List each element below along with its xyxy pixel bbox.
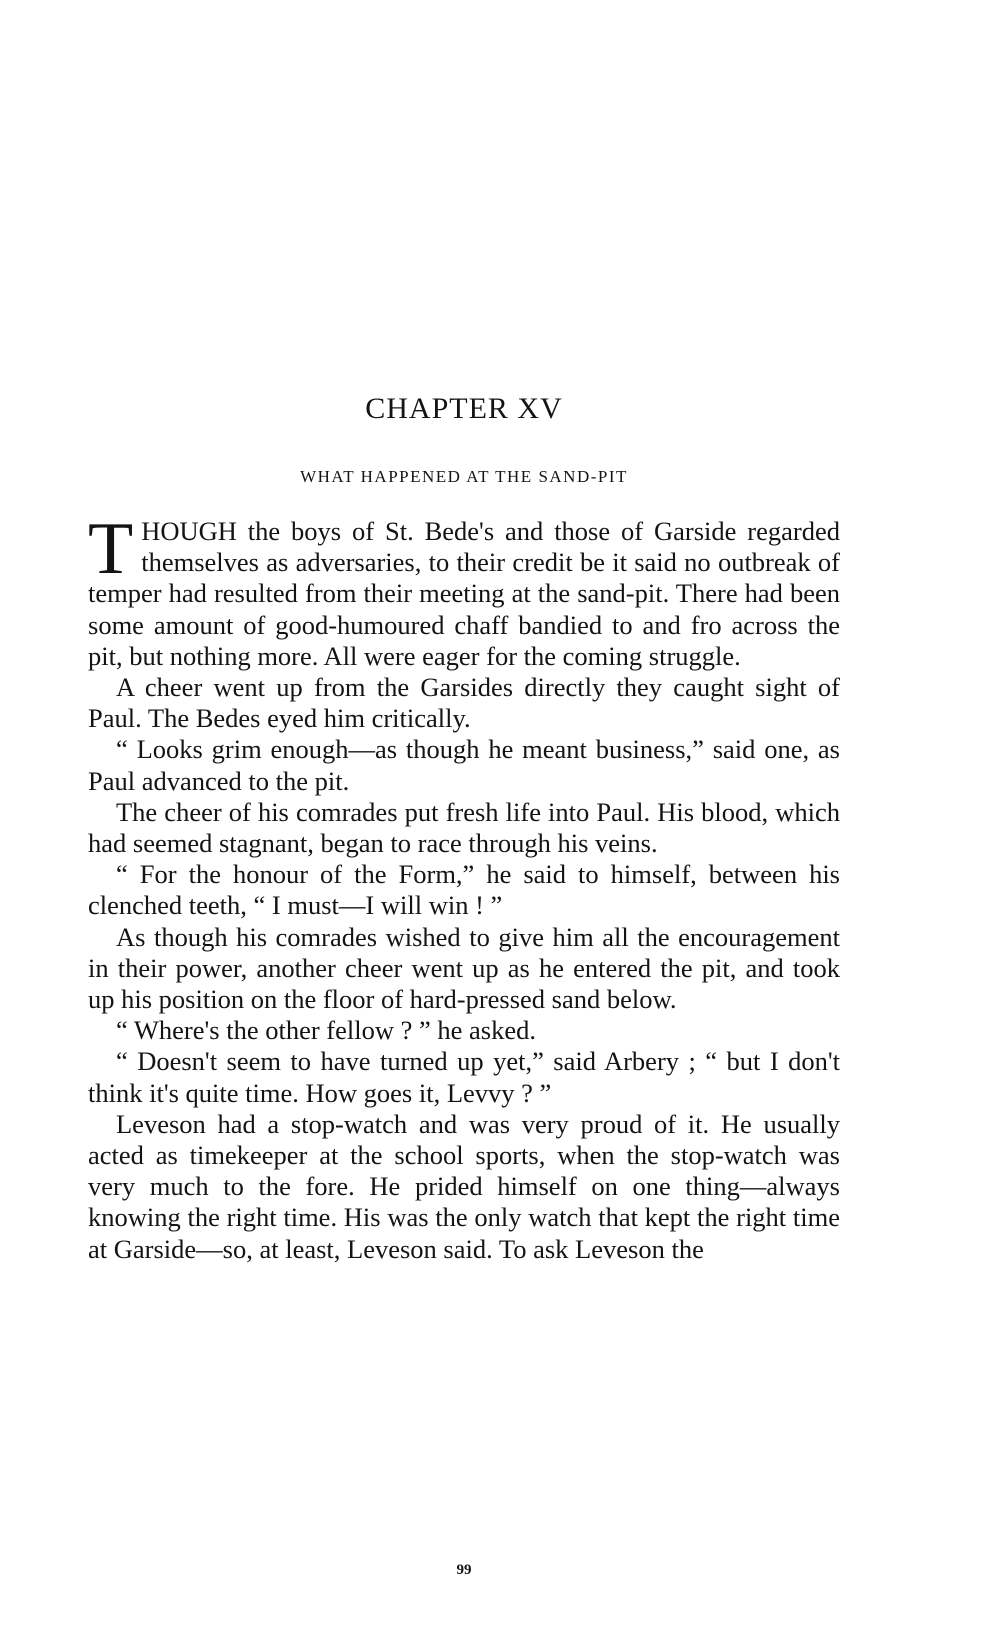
paragraph-3: “ Looks grim enough—as though he meant business,” said one, as Paul advanced to the pit. — [88, 734, 840, 796]
chapter-heading: CHAPTER XV — [365, 392, 563, 425]
paragraph-9: Leveson had a stop-watch and was very proud of it. He usually acted as timekeeper at the school sports, when the stop-watch was very much to the fore. He prided himself on one thing—always knowing the right time. His was the only watch that kept the right time at Garside—so, at least, Leveson said. To ask Leveson the — [88, 1108, 840, 1264]
body-text — [88, 508, 840, 1265]
paragraph-8: “ Doesn't seem to have turned up yet,” said Arbery ; “ but I don't think it's quite time. How goes it, Levvy ? ” — [88, 1046, 840, 1108]
paragraph-2: A cheer went up from the Garsides directly they caught sight of Paul. The Bedes eyed him critically. — [88, 672, 840, 734]
paragraph-7: “ Where's the other fellow ? ” he asked. — [116, 1015, 537, 1046]
book-page — [88, 0, 840, 1639]
page-number: 99 — [456, 1562, 472, 1578]
paragraph-5: “ For the honour of the Form,” he said to himself, between his clenched teeth, “ I must—I will win ! ” — [88, 859, 840, 921]
paragraph-1-text: HOUGH the boys of St. Bede's and those of Garside regarded themselves as adversaries, to their credit be it said no outbreak of temper had resulted from their meeting at the sand-pit. There had been some amount of good-humoured chaff bandied to and fro across the pit, but nothing more. All were eager for the coming struggle. — [88, 516, 840, 671]
paragraph-4: The cheer of his comrades put fresh life into Paul. His blood, which had seemed stagnant, began to race through his veins. — [88, 796, 840, 859]
drop-cap: T — [88, 508, 134, 590]
paragraph-1 — [88, 508, 840, 672]
chapter-subtitle: WHAT HAPPENED AT THE SAND-PIT — [300, 467, 628, 486]
paragraph-6: As though his comrades wished to give him all the encouragement in their power, another cheer went up as he entered the pit, and took up his position on the floor of hard-pressed sand below. — [88, 921, 840, 1015]
